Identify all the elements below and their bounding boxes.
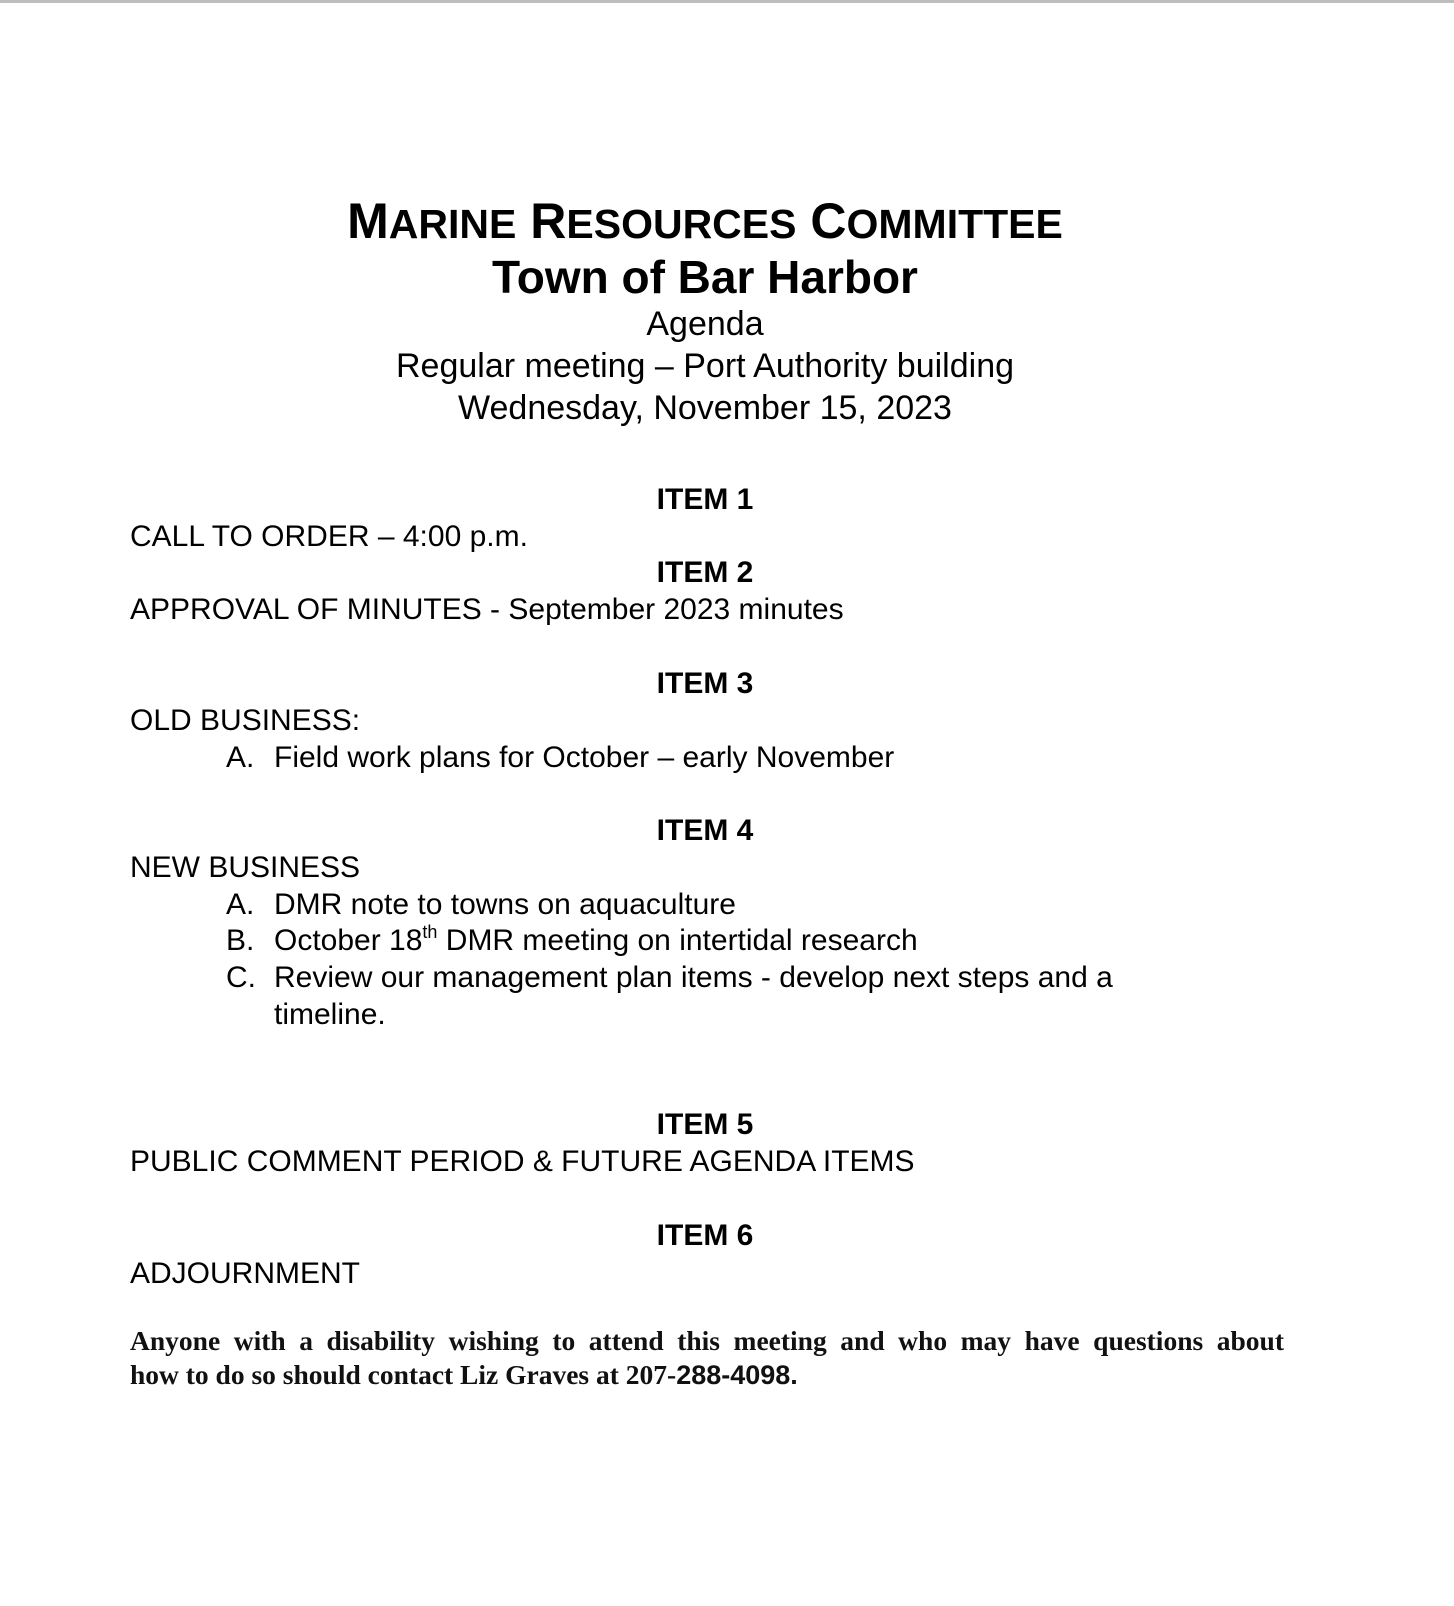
list-item-letter: A.	[226, 741, 255, 774]
list-item-text	[274, 923, 918, 959]
list-item-letter: A.	[226, 888, 255, 921]
list-item-letter: C.	[226, 961, 256, 994]
accessibility-notice	[130, 1324, 1284, 1392]
list-item-letter: B.	[226, 924, 255, 957]
document-type: Agenda	[646, 305, 764, 343]
item-label: ADJOURNMENT	[130, 1257, 360, 1290]
list-item-text: DMR note to towns on aquaculture	[274, 888, 736, 921]
list-item-text-part: DMR meeting on intertidal research	[437, 924, 918, 957]
item-label: CALL TO ORDER – 4:00 p.m.	[130, 520, 528, 553]
phone-number: 288-4098.	[676, 1360, 798, 1390]
item-heading: ITEM 2	[656, 556, 754, 589]
title-word-rest: OMMITTEE	[846, 201, 1063, 247]
list-item-text: timeline.	[274, 998, 386, 1031]
committee-title	[0, 193, 1410, 252]
item-heading: ITEM 4	[656, 814, 754, 847]
title-initial: M	[347, 193, 389, 249]
notice-line: Anyone with a disability wishing to attend this meeting and who may have questions about	[130, 1325, 1284, 1356]
list-item-text: Field work plans for October – early November	[274, 741, 895, 774]
list-item-text-part: October 18	[274, 924, 423, 957]
item-label: NEW BUSINESS	[130, 851, 361, 884]
item-label: APPROVAL OF MINUTES - September 2023 minutes	[130, 593, 844, 626]
phone-prefix: 207-	[625, 1359, 677, 1390]
title-initial: C	[810, 193, 847, 249]
title-initial: R	[530, 193, 567, 249]
item-heading: ITEM 3	[656, 667, 754, 700]
item-heading: ITEM 1	[656, 483, 754, 516]
meeting-date: Wednesday, November 15, 2023	[458, 389, 952, 427]
title-word-rest: ARINE	[388, 201, 517, 247]
item-label: OLD BUSINESS:	[130, 704, 361, 737]
item-heading: ITEM 5	[656, 1108, 754, 1141]
item-label: PUBLIC COMMENT PERIOD & FUTURE AGENDA ITEMS	[130, 1145, 915, 1178]
meeting-location: Regular meeting – Port Authority building	[395, 347, 1015, 385]
list-item-text: Review our management plan items - develop next steps and a	[274, 961, 1113, 994]
item-heading: ITEM 6	[656, 1219, 754, 1252]
title-word-rest: ESOURCES	[566, 201, 797, 247]
ordinal-suffix: th	[422, 922, 438, 942]
town-subtitle: Town of Bar Harbor	[492, 251, 918, 303]
notice-text: how to do so should contact Liz Graves at	[130, 1359, 626, 1390]
notice-line	[130, 1358, 1284, 1392]
